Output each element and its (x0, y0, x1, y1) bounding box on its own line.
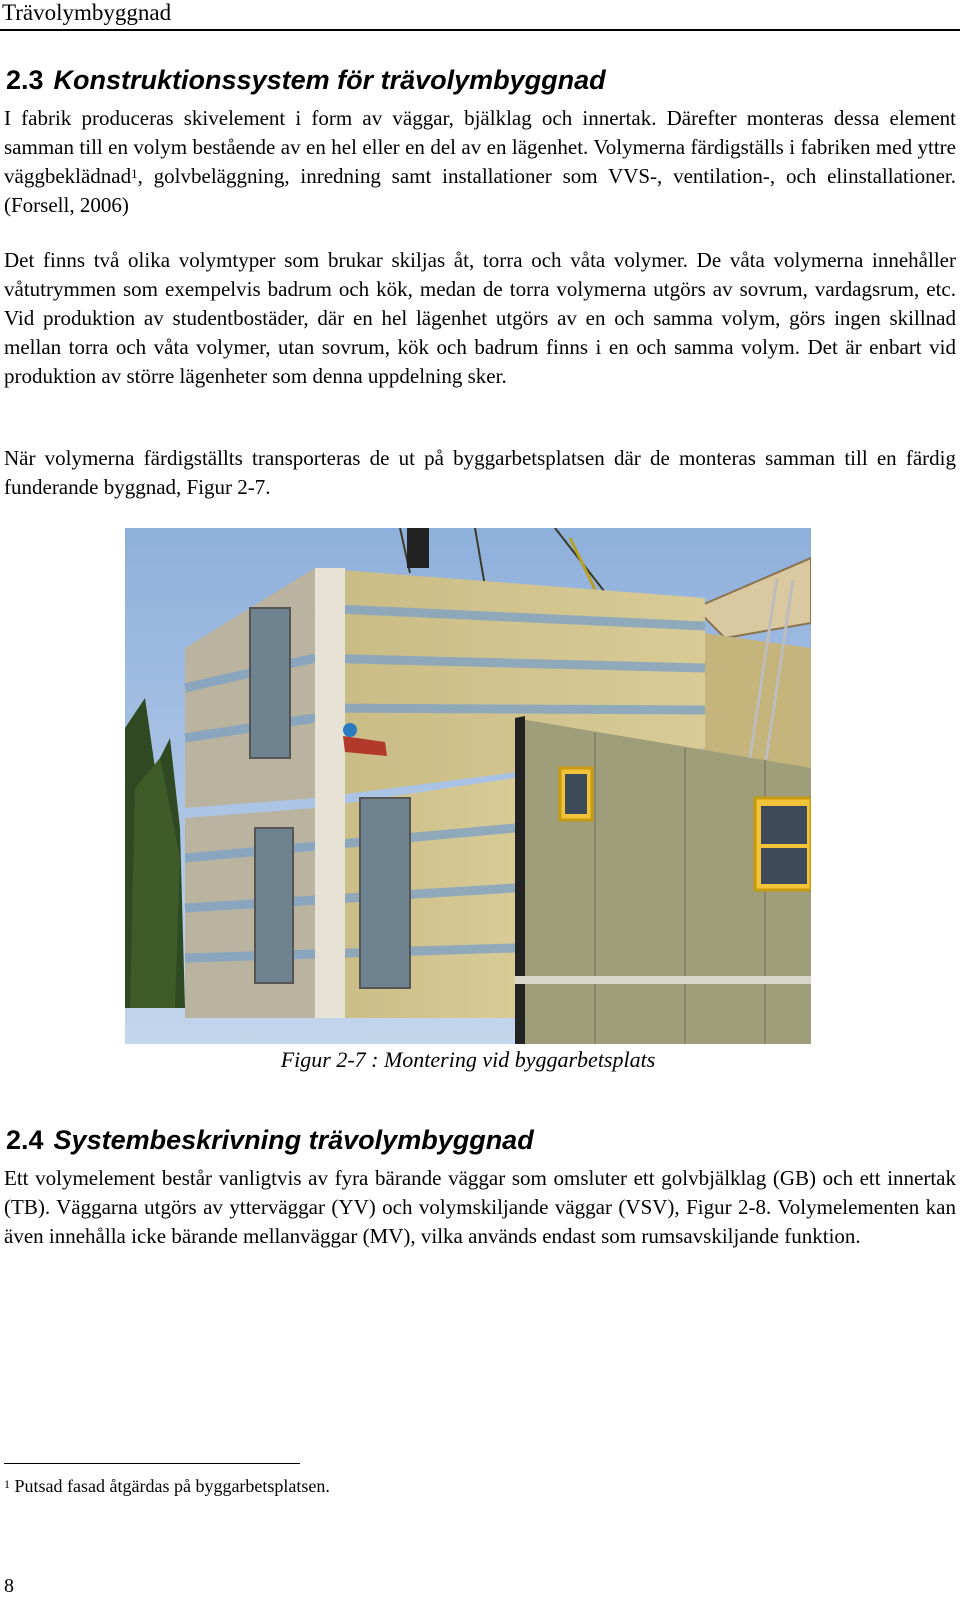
section-title: Systembeskrivning trävolymbyggnad (53, 1125, 534, 1155)
paragraph-1 (4, 104, 956, 220)
footnote-reference[interactable]: 1 (131, 166, 138, 181)
paragraph-2: Det finns två olika volymtyper som brukar skiljas åt, torra och våta volymer. De våta volymerna innehåller våtutrymmen som exempelvis badrum och kök, medan de torra volymerna utgörs av sovrum, vardagsrum, etc. Vid produktion av studentbostäder, där en hel lägenhet utgörs av en och samma volym, görs ingen skillnad mellan torra och våta volymer, utan sovrum, kök och badrum finns i en och samma volym. Det är enbart vid produktion av större lägenheter som denna uppdelning sker. (4, 248, 956, 388)
section-heading-2-3 (6, 64, 606, 96)
construction-photo (125, 528, 811, 1044)
footnote-marker: 1 (4, 1477, 10, 1491)
section-2-3-body (4, 104, 956, 220)
footnote-rule (4, 1463, 300, 1464)
finished-volume (515, 716, 811, 1044)
running-header: Trävolymbyggnad (2, 0, 172, 25)
section-number: 2.3 (6, 65, 44, 95)
paragraph-1-text-b: , golvbeläggning, inredning samt installationer som VVS-, ventilation-, och elinstallationer. (Forsell, 2006) (4, 164, 956, 217)
footnote (4, 1473, 330, 1499)
figure-caption: Figur 2-7 : Montering vid byggarbetsplats (280, 1047, 656, 1072)
section-number: 2.4 (6, 1125, 44, 1155)
section-2-4-body: Ett volymelement består vanligtvis av fyra bärande väggar som omsluter ett golvbjälklag (GB) och ett innertak (TB). Väggarna utgörs av ytterväggar (YV) och volymskiljande väggar (VSV), Figur 2-8. Volymelementen kan även innehålla icke bärande mellanväggar (MV), vilka används endast som rumsavskiljande funktion. (4, 1166, 956, 1248)
header-rule (0, 29, 960, 31)
section-heading-2-4 (6, 1124, 534, 1156)
section-title: Konstruktionssystem för trävolymbyggnad (53, 65, 606, 95)
footnote-text: Putsad fasad åtgärdas på byggarbetsplatsen. (14, 1476, 330, 1496)
page-number: 8 (4, 1575, 14, 1597)
paragraph-3: När volymerna färdigställts transporteras de ut på byggarbetsplatsen där de monteras samman till en färdig funderande byggnad, Figur 2-7. (4, 446, 956, 499)
paragraph-1-text-a: I fabrik produceras skivelement i form av väggar, bjälklag och innertak. Därefter monteras dessa element samman till en volym bestående av en hel eller en del av en lägenhet. Volymerna färdigställs i fabriken med yttre väggbeklädnad (4, 106, 956, 188)
